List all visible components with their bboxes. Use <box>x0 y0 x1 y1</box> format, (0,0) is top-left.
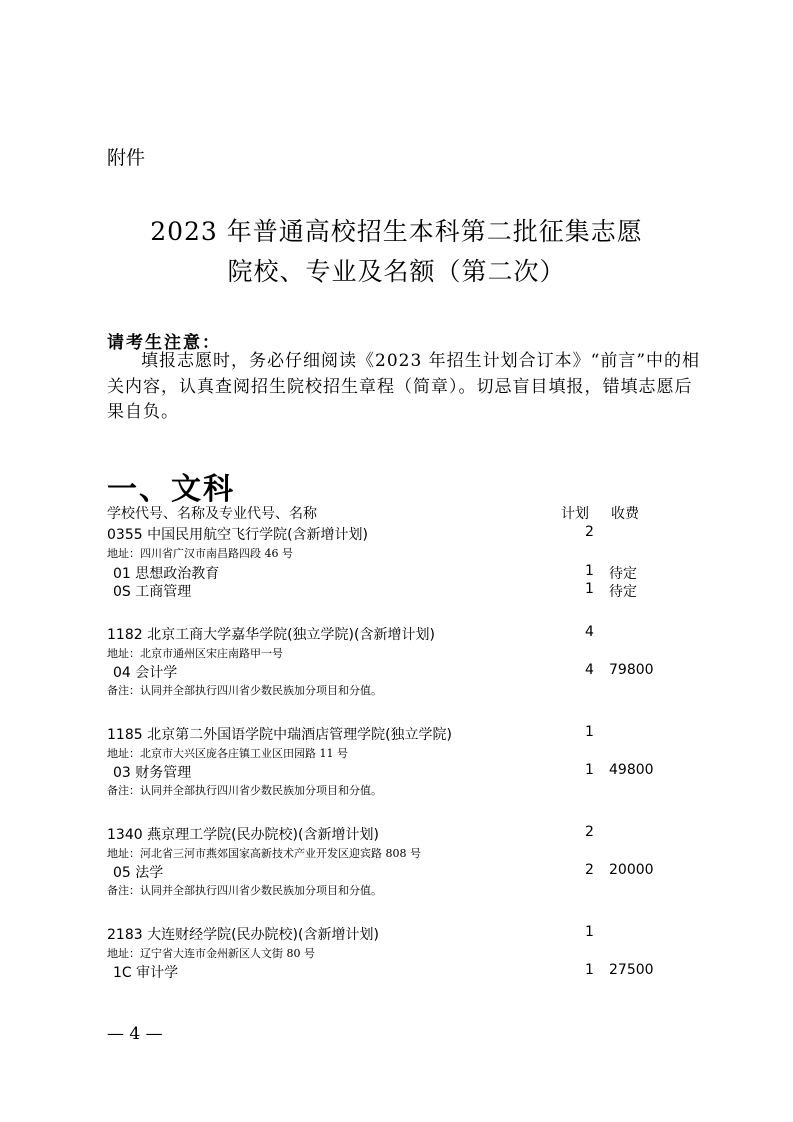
school-plan: 1 <box>585 724 594 740</box>
plan-column-header: 计划 <box>561 506 589 522</box>
major-plan: 1 <box>585 563 594 579</box>
school-address: 地址：四川省广汉市南昌路四段 46 号 <box>107 547 293 560</box>
school-note: 备注：认同并全部执行四川省少数民族加分项目和分值。 <box>107 784 382 797</box>
school-header: 1185 北京第二外国语学院中瑞酒店管理学院(独立学院) <box>107 727 453 743</box>
page-title-line-2: 院校、专业及名额（第二次） <box>227 257 566 286</box>
school-header: 1340 燕京理工学院(民办院校)(含新增计划) <box>107 827 379 843</box>
major-plan: 1 <box>585 581 594 597</box>
major-plan: 1 <box>585 962 594 978</box>
school-address: 地址：北京市大兴区庞各庄镇工业区田园路 11 号 <box>107 747 348 760</box>
major-plan: 4 <box>585 662 594 678</box>
school-address: 地址：河北省三河市燕郊国家高新技术产业开发区迎宾路 808 号 <box>107 847 421 860</box>
attachment-label: 附件 <box>107 147 146 169</box>
major-plan: 1 <box>585 762 594 778</box>
major-name: 01 思想政治教育 <box>113 566 220 582</box>
major-name: 03 财务管理 <box>113 765 192 781</box>
school-plan: 4 <box>585 624 594 640</box>
school-header: 0355 中国民用航空飞行学院(含新增计划) <box>107 527 369 543</box>
school-plan: 1 <box>585 924 594 940</box>
major-name: 05 法学 <box>113 865 164 881</box>
school-header: 2183 大连财经学院(民办院校)(含新增计划) <box>107 927 379 943</box>
school-plan: 2 <box>585 524 594 540</box>
school-header: 1182 北京工商大学嘉华学院(独立学院)(含新增计划) <box>107 627 435 643</box>
major-name: 1C 审计学 <box>113 965 179 981</box>
major-plan: 2 <box>585 862 594 878</box>
school-note: 备注：认同并全部执行四川省少数民族加分项目和分值。 <box>107 884 382 897</box>
notice-heading: 请考生注意： <box>107 333 221 353</box>
major-fee: 20000 <box>609 862 654 878</box>
page-number: — 4 — <box>107 1024 163 1044</box>
fee-column-header: 收费 <box>611 506 639 522</box>
school-note: 备注：认同并全部执行四川省少数民族加分项目和分值。 <box>107 684 382 697</box>
major-fee: 27500 <box>609 962 654 978</box>
major-fee: 待定 <box>609 566 637 582</box>
major-name: 0S 工商管理 <box>113 584 192 600</box>
major-name: 04 会计学 <box>113 665 178 681</box>
major-fee: 79800 <box>609 662 654 678</box>
page-title-line-1: 2023 年普通高校招生本科第二批征集志愿 <box>150 217 643 246</box>
school-address: 地址：辽宁省大连市金州新区人文街 80 号 <box>107 947 315 960</box>
major-fee: 49800 <box>609 762 654 778</box>
major-fee: 待定 <box>609 584 637 600</box>
school-plan: 2 <box>585 824 594 840</box>
school-column-header: 学校代号、名称及专业代号、名称 <box>107 506 317 522</box>
section-title: 一、文科 <box>107 472 235 507</box>
school-address: 地址：北京市通州区宋庄南路甲一号 <box>107 647 283 660</box>
notice-body: 填报志愿时，务必仔细阅读《2023 年招生计划合订本》“前言”中的相关内容，认真查阅招生院校招生章程（简章）。切忌盲目填报，错填志愿后果自负。 <box>107 351 701 422</box>
